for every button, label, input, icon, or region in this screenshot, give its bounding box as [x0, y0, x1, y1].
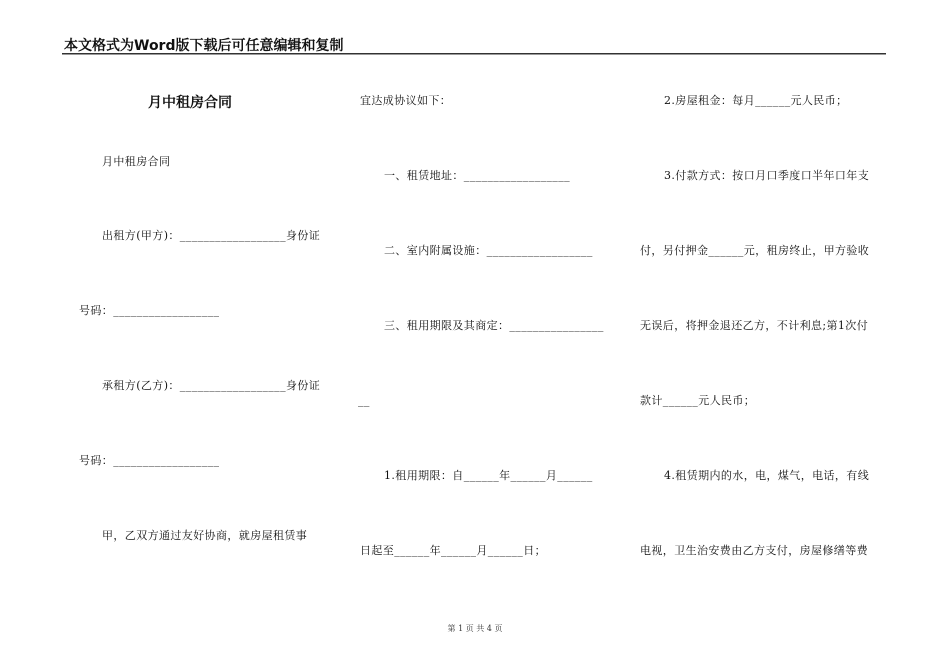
- col2-line-6: 1.租用期限：自______年______月______: [384, 469, 593, 482]
- col1-line-3: 号码：__________________: [79, 304, 220, 317]
- col3-line-6: 4.租赁期内的水，电，煤气，电话，有线: [664, 469, 870, 482]
- col1-line-5: 号码：__________________: [79, 454, 220, 467]
- col1-line-6: 甲，乙双方通过友好协商，就房屋租赁事: [102, 529, 308, 542]
- col3-line-7: 电视，卫生治安费由乙方支付，房屋修缮等费: [640, 544, 868, 557]
- col1-line-2: 出租方(甲方)：__________________身份证: [102, 229, 321, 242]
- col3-line-4: 无误后，将押金退还乙方，不计利息;第1次付: [640, 319, 869, 332]
- col1-line-1: 月中租房合同: [102, 155, 171, 168]
- col2-line-3: 二、室内附属设施：__________________: [384, 244, 593, 257]
- header-divider: [62, 53, 886, 55]
- col2-line-1: 宜达成协议如下：: [360, 94, 452, 107]
- col3-line-3: 付，另付押金______元，租房终止，甲方验收: [640, 244, 870, 257]
- page-footer: 第 1 页 共 4 页: [447, 624, 503, 633]
- document-title: 月中租房合同: [148, 95, 232, 111]
- document-header: 本文格式为Word版下载后可任意编辑和复制: [64, 38, 344, 54]
- col3-line-5: 款计______元人民币；: [640, 394, 756, 407]
- col2-line-4: 三、租用期限及其商定：________________: [384, 319, 604, 332]
- col3-line-1: 2.房屋租金：每月______元人民币；: [664, 94, 848, 107]
- col3-line-2: 3.付款方式：按口月口季度口半年口年支: [664, 169, 870, 182]
- col2-line-2: 一、租赁地址：__________________: [384, 169, 570, 182]
- col1-line-4: 承租方(乙方)：__________________身份证: [102, 379, 321, 392]
- col2-line-5: __: [358, 394, 370, 407]
- col2-line-7: 日起至______年______月______日；: [360, 544, 546, 557]
